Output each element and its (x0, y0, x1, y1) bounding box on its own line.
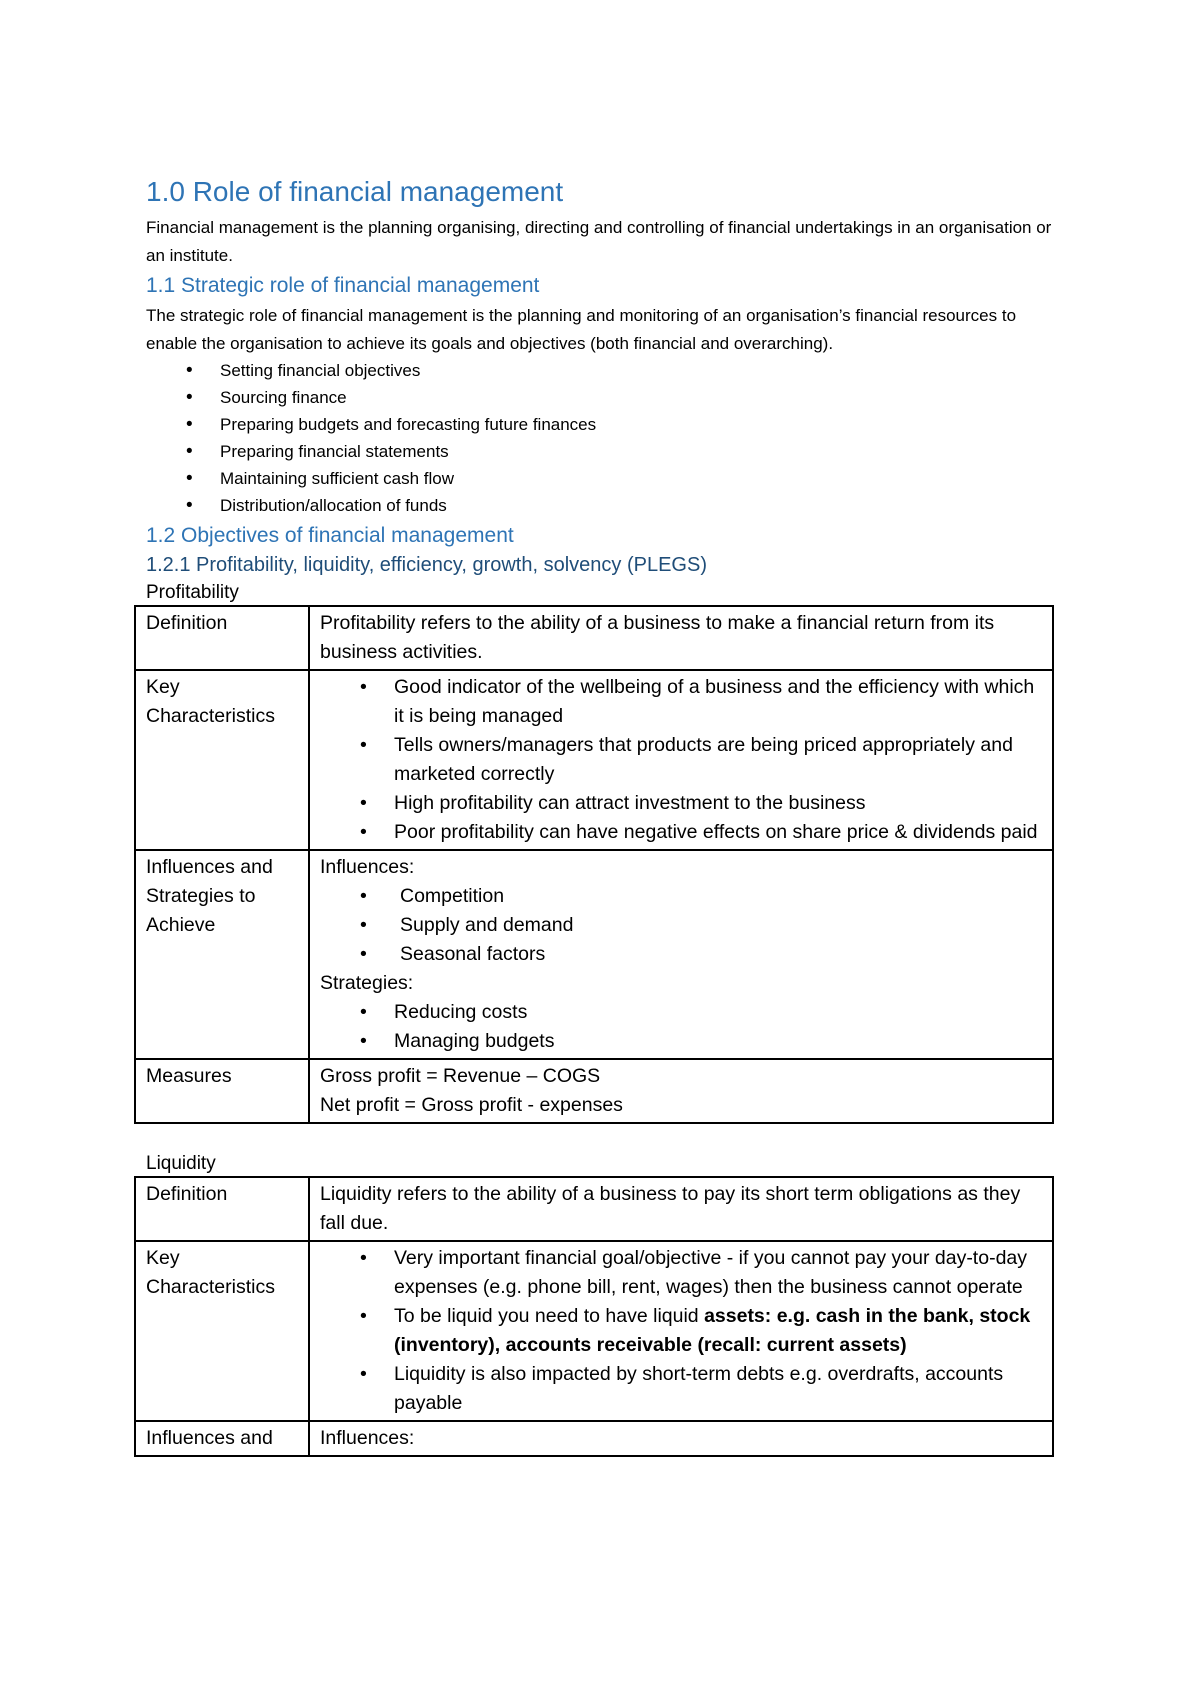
list-item: • Sourcing finance (186, 384, 1054, 411)
influences-label: Influences and Strategies to Achieve (135, 850, 309, 1059)
influences-title: Influences: (320, 856, 415, 878)
measure-line: Gross profit = Revenue – COGS (320, 1065, 601, 1087)
list-item: • Poor profitability can have negative effects on share price & dividends paid (360, 818, 1042, 847)
list-item: • Seasonal factors (360, 940, 1042, 969)
list-item: • Preparing budgets and forecasting future finances (186, 411, 1054, 438)
list-item: • Setting financial objectives (186, 357, 1054, 384)
table-row (135, 606, 1053, 670)
section-1-2-heading: 1.2 Objectives of financial management (146, 524, 514, 547)
definition-label: Definition (135, 606, 309, 670)
measure-line: Net profit = Gross profit - expenses (320, 1094, 623, 1116)
document-page (146, 176, 1054, 1457)
key-characteristics-label: Key Characteristics (135, 670, 309, 850)
list-item: • Liquidity is also impacted by short-term debts e.g. overdrafts, accounts payable (360, 1360, 1042, 1418)
section-1-1-heading: 1.1 Strategic role of financial management (146, 274, 540, 297)
section-1-2-1-heading: 1.2.1 Profitability, liquidity, efficiency, growth, solvency (PLEGS) (146, 554, 707, 576)
list-item: • Tells owners/managers that products are being priced appropriately and marketed correctly (360, 731, 1042, 789)
list-item: • Supply and demand (360, 911, 1042, 940)
measures-label: Measures (135, 1059, 309, 1123)
strategies-title: Strategies: (320, 972, 414, 994)
table-row (135, 1059, 1053, 1123)
liquidity-table (134, 1176, 1054, 1457)
measures-cell (309, 1059, 1053, 1123)
table-row (135, 850, 1053, 1059)
influences-cell (309, 850, 1053, 1059)
profitability-table (134, 605, 1054, 1124)
list-item-text: To be liquid you need to have liquid (394, 1305, 705, 1327)
table-row (135, 1421, 1053, 1456)
list-item: • Preparing financial statements (186, 438, 1054, 465)
list-item: • Good indicator of the wellbeing of a business and the efficiency with which it is being managed (360, 673, 1042, 731)
strategic-role-list (146, 357, 1054, 519)
list-item (360, 1302, 1042, 1360)
definition-label: Definition (135, 1177, 309, 1241)
list-item: • Very important financial goal/objective - if you cannot pay your day-to-day expenses (e.g. phone bill, rent, wages) then the business cannot operate (360, 1244, 1042, 1302)
table-row (135, 1177, 1053, 1241)
definition-cell: Liquidity refers to the ability of a business to pay its short term obligations as they fall due. (309, 1177, 1053, 1241)
liquidity-title: Liquidity (146, 1153, 216, 1174)
table-row (135, 1241, 1053, 1421)
list-item: • Managing budgets (360, 1027, 1042, 1056)
table-row (135, 670, 1053, 850)
main-heading: 1.0 Role of financial management (146, 176, 564, 207)
list-item: • Reducing costs (360, 998, 1042, 1027)
definition-cell: Profitability refers to the ability of a business to make a financial return from its business activities. (309, 606, 1053, 670)
influences-cell: Influences: (309, 1421, 1053, 1456)
list-item-bold-text: assets: e.g. cash in the bank, stock (inventory), accounts receivable (recall: current assets) (394, 1305, 1031, 1356)
section-1-1-text: The strategic role of financial management is the planning and monitoring of an organisation’s financial resources to enable the organisation to achieve its goals and objectives (both financial and overarching). (146, 306, 1017, 353)
key-characteristics-label: Key Characteristics (135, 1241, 309, 1421)
key-characteristics-cell (309, 1241, 1053, 1421)
profitability-title: Profitability (146, 582, 239, 603)
influences-label: Influences and (135, 1421, 309, 1456)
list-item: • Maintaining sufficient cash flow (186, 465, 1054, 492)
list-item: • Distribution/allocation of funds (186, 492, 1054, 519)
list-item: • High profitability can attract investment to the business (360, 789, 1042, 818)
list-item: • Competition (360, 882, 1042, 911)
intro-paragraph: Financial management is the planning organising, directing and controlling of financial undertakings in an organisation or an institute. (146, 218, 1052, 265)
key-characteristics-cell (309, 670, 1053, 850)
